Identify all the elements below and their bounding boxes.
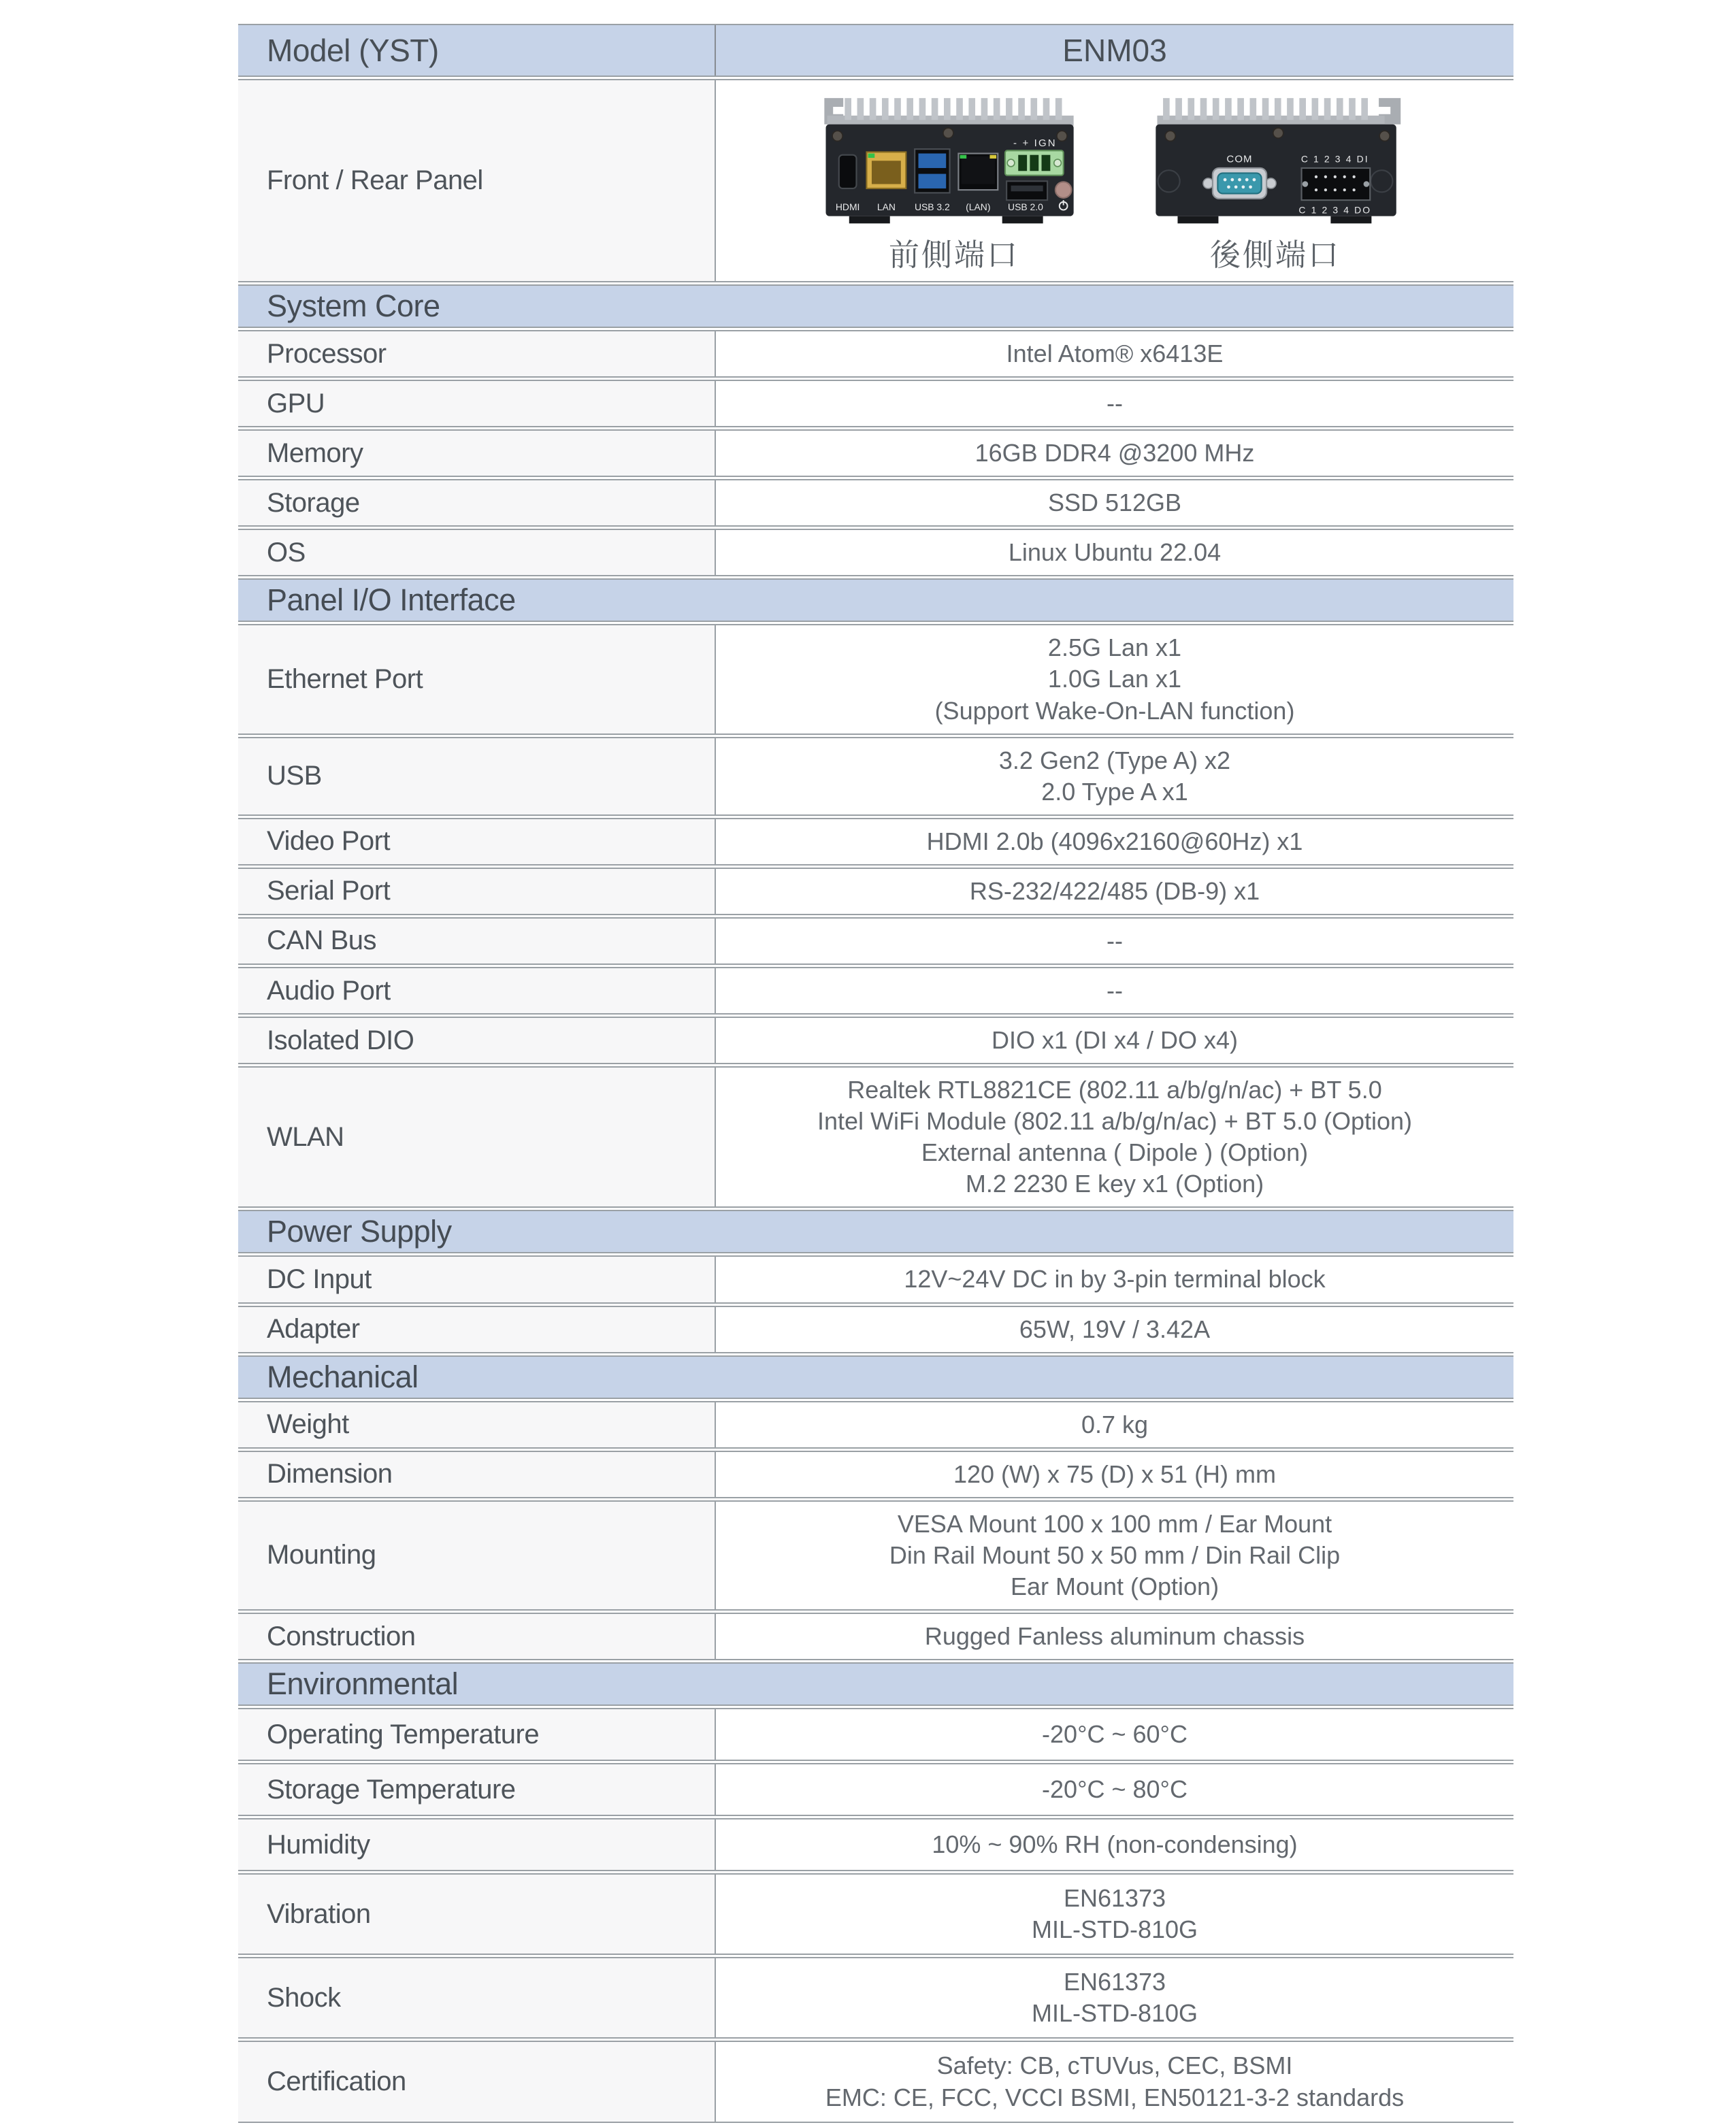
spec-label-cell xyxy=(238,480,716,525)
spec-value: RS-232/422/485 (DB-9) x1 xyxy=(969,876,1260,905)
row-label: Storage Temperature xyxy=(267,1774,516,1805)
screw-icon xyxy=(1273,128,1283,138)
spec-value: External antenna ( Dipole ) (Option) xyxy=(921,1138,1309,1167)
spec-label-cell xyxy=(238,1257,716,1302)
spec-value: Intel WiFi Module (802.11 a/b/g/n/ac) + BT 5.0 (Option) xyxy=(817,1107,1413,1136)
spec-row-storage-temperature xyxy=(238,1763,1513,1816)
spec-row-isolated-dio xyxy=(238,1017,1513,1064)
row-label: Storage xyxy=(267,487,360,518)
front-panel-figure xyxy=(823,97,1085,274)
spec-label-cell xyxy=(238,381,716,426)
spec-value-cell xyxy=(716,869,1513,914)
header-model-label: Model (YST) xyxy=(267,33,439,68)
row-label: Humidity xyxy=(267,1829,370,1860)
spec-label-cell xyxy=(238,919,716,963)
spec-value: EN61373 xyxy=(1063,1968,1166,1996)
section-rows-system-core xyxy=(238,330,1513,576)
row-label: USB xyxy=(267,761,322,791)
usb2-port xyxy=(1006,181,1047,200)
front-panel-image xyxy=(823,97,1085,230)
spec-label-cell xyxy=(238,968,716,1013)
spec-value: -- xyxy=(1107,389,1123,418)
row-label: Dimension xyxy=(267,1459,393,1489)
spec-value-cell xyxy=(716,1307,1513,1352)
dio-do-label: C 1 2 3 4 DO xyxy=(1298,204,1372,216)
spec-value-cell xyxy=(716,381,1513,426)
spec-row-os xyxy=(238,529,1513,576)
section-header-environmental xyxy=(238,1662,1513,1706)
header-row xyxy=(238,24,1513,77)
panel-row-label: Front / Rear Panel xyxy=(267,165,483,195)
device-foot xyxy=(1330,216,1371,224)
row-label: Weight xyxy=(267,1409,349,1440)
spec-value-cell xyxy=(716,480,1513,525)
usb3-ports xyxy=(915,149,949,193)
row-label: Operating Temperature xyxy=(267,1719,540,1749)
row-label: CAN Bus xyxy=(267,925,376,956)
spec-row-operating-temperature xyxy=(238,1708,1513,1761)
spec-row-dimension xyxy=(238,1451,1513,1498)
row-label: Video Port xyxy=(267,826,391,857)
spec-label-cell xyxy=(238,431,716,476)
spec-value-cell xyxy=(716,1452,1513,1497)
spec-label-cell xyxy=(238,869,716,914)
spec-label-cell xyxy=(238,1452,716,1497)
spec-value: Linux Ubuntu 22.04 xyxy=(1008,538,1222,567)
spec-value: 2.0 Type A x1 xyxy=(1041,777,1188,806)
spec-label-cell xyxy=(238,738,716,814)
spec-value: Safety: CB, cTUVus, CEC, BSMI xyxy=(936,2052,1293,2080)
spec-row-can-bus xyxy=(238,917,1513,965)
spec-row-humidity xyxy=(238,1818,1513,1871)
panel-label-cell xyxy=(238,80,716,281)
spec-value-cell xyxy=(716,1257,1513,1302)
spec-row-serial-port xyxy=(238,868,1513,915)
port-label-usb20: USB 2.0 xyxy=(1008,201,1043,213)
spec-row-audio-port xyxy=(238,967,1513,1015)
spec-label-cell xyxy=(238,1614,716,1659)
spec-label-cell xyxy=(238,1402,716,1447)
section-title: Panel I/O Interface xyxy=(267,582,516,618)
spec-label-cell xyxy=(238,1502,716,1609)
spec-value: Intel Atom® x6413E xyxy=(1006,340,1224,367)
spec-value: EMC: CE, FCC, VCCI BSMI, EN50121-3-2 standards xyxy=(825,2083,1405,2111)
device-foot xyxy=(849,216,890,224)
spec-value-cell xyxy=(716,530,1513,575)
spec-value: 10% ~ 90% RH (non-condensing) xyxy=(932,1830,1298,1859)
power-button xyxy=(1055,182,1072,198)
spec-label-cell xyxy=(238,530,716,575)
section-header-mechanical xyxy=(238,1355,1513,1399)
spec-value: SSD 512GB xyxy=(1047,489,1182,517)
spec-label-cell xyxy=(238,1764,716,1815)
spec-value: -20°C ~ 60°C xyxy=(1042,1720,1188,1749)
section-rows-panel-i-o-interface xyxy=(238,624,1513,1208)
spec-label-cell xyxy=(238,1819,716,1870)
spec-value-cell xyxy=(716,1709,1513,1760)
spec-value-cell xyxy=(716,1764,1513,1815)
row-label: Ethernet Port xyxy=(267,664,423,694)
spec-label-cell xyxy=(238,1958,716,2037)
spec-label-cell xyxy=(238,2042,716,2121)
spec-row-gpu xyxy=(238,380,1513,427)
header-value-cell xyxy=(716,25,1513,76)
spec-value: EN61373 xyxy=(1063,1884,1166,1913)
spec-value-cell xyxy=(716,738,1513,814)
spec-row-dc-input xyxy=(238,1255,1513,1303)
spec-value-cell xyxy=(716,1502,1513,1609)
row-label: Vibration xyxy=(267,1898,371,1929)
spec-row-vibration xyxy=(238,1873,1513,1955)
spec-row-wlan xyxy=(238,1066,1513,1208)
hdmi-port xyxy=(839,155,857,188)
spec-table xyxy=(238,24,1513,2125)
spec-value-cell xyxy=(716,331,1513,376)
spec-value: 120 (W) x 75 (D) x 51 (H) mm xyxy=(953,1460,1277,1488)
screw-icon xyxy=(832,131,842,141)
spec-value: VESA Mount 100 x 100 mm / Ear Mount xyxy=(897,1509,1332,1538)
row-label: Certification xyxy=(267,2066,406,2096)
spec-row-mounting xyxy=(238,1500,1513,1611)
spec-value: -20°C ~ 80°C xyxy=(1042,1775,1188,1804)
dio-di-label: C 1 2 3 4 DI xyxy=(1300,153,1369,165)
section-title: Environmental xyxy=(267,1666,459,1702)
spec-value: M.2 2230 E key x1 (Option) xyxy=(965,1170,1264,1198)
screw-icon xyxy=(1379,131,1390,141)
panel-images-cell xyxy=(716,80,1513,281)
spec-value-cell xyxy=(716,2042,1513,2121)
section-rows-mechanical xyxy=(238,1401,1513,1660)
spec-value-cell xyxy=(716,625,1513,733)
spec-value: (Support Wake-On-LAN function) xyxy=(934,696,1295,725)
row-label: Mounting xyxy=(267,1540,376,1570)
section-header-system-core xyxy=(238,284,1513,328)
header-model-cell xyxy=(238,25,716,76)
spec-row-video-port xyxy=(238,818,1513,866)
row-label: Serial Port xyxy=(267,876,391,906)
spec-value: 2.5G Lan x1 xyxy=(1047,633,1182,662)
spec-table-body xyxy=(238,284,1513,2123)
port-label-hdmi: HDMI xyxy=(835,201,860,213)
spec-row-processor xyxy=(238,330,1513,378)
spec-value: -- xyxy=(1107,976,1123,1005)
spec-value: 65W, 19V / 3.42A xyxy=(1019,1315,1211,1343)
port-label-lan2: (LAN) xyxy=(966,201,991,213)
rear-caption: 後側端口 xyxy=(1209,237,1341,272)
spec-row-adapter xyxy=(238,1306,1513,1353)
spec-value-cell xyxy=(716,1402,1513,1447)
lan-port xyxy=(866,152,906,188)
spec-value: 0.7 kg xyxy=(1081,1410,1149,1438)
lan2-port xyxy=(958,154,998,191)
spec-value-cell xyxy=(716,1068,1513,1206)
spec-row-construction xyxy=(238,1613,1513,1660)
heatsink-fins xyxy=(1163,98,1368,120)
ign-terminal xyxy=(1005,137,1064,176)
spec-value: 12V~24V DC in by 3-pin terminal block xyxy=(904,1265,1326,1294)
section-header-power-supply xyxy=(238,1210,1513,1253)
spec-row-weight xyxy=(238,1401,1513,1449)
spec-value: Realtek RTL8821CE (802.11 a/b/g/n/ac) + BT 5.0 xyxy=(847,1076,1382,1104)
section-rows-environmental xyxy=(238,1708,1513,2122)
spec-row-memory xyxy=(238,429,1513,477)
section-title: Mechanical xyxy=(267,1359,419,1394)
spec-value-cell xyxy=(716,1819,1513,1870)
rear-panel-image xyxy=(1144,97,1407,230)
dio-terminal xyxy=(1298,153,1371,215)
section-rows-power-supply xyxy=(238,1255,1513,1353)
device-foot xyxy=(1177,216,1218,224)
row-label: Audio Port xyxy=(267,975,391,1006)
row-label: Memory xyxy=(267,438,363,468)
spec-value: Ear Mount (Option) xyxy=(1010,1572,1219,1600)
spec-label-cell xyxy=(238,1018,716,1063)
spec-value-cell xyxy=(716,1018,1513,1063)
spec-value-cell xyxy=(716,919,1513,963)
screw-icon xyxy=(943,128,953,138)
spec-value: 16GB DDR4 @3200 MHz xyxy=(975,439,1255,467)
row-label: Construction xyxy=(267,1621,416,1651)
ign-label: - + IGN xyxy=(1013,137,1057,149)
row-label: Adapter xyxy=(267,1314,360,1345)
spec-row-usb xyxy=(238,737,1513,816)
spec-label-cell xyxy=(238,1709,716,1760)
section-header-panel-i-o-interface xyxy=(238,578,1513,622)
row-label: WLAN xyxy=(267,1121,344,1152)
row-label: Processor xyxy=(267,338,387,369)
spec-value-cell xyxy=(716,431,1513,476)
spec-label-cell xyxy=(238,1875,716,1954)
spec-label-cell xyxy=(238,1068,716,1206)
section-title: Power Supply xyxy=(267,1214,452,1249)
row-label: OS xyxy=(267,537,306,567)
spec-value: 1.0G Lan x1 xyxy=(1047,665,1182,693)
spec-value-cell xyxy=(716,819,1513,864)
row-label: Shock xyxy=(267,1982,341,2013)
spec-value: MIL-STD-810G xyxy=(1031,1915,1198,1944)
spec-row-ethernet-port xyxy=(238,624,1513,734)
front-caption: 前側端口 xyxy=(888,237,1019,272)
spec-value-cell xyxy=(716,1614,1513,1659)
spec-row-storage xyxy=(238,479,1513,527)
row-label: DC Input xyxy=(267,1264,372,1295)
spec-value-cell xyxy=(716,968,1513,1013)
screw-icon xyxy=(1165,131,1175,141)
com-label: COM xyxy=(1226,153,1253,165)
spec-value: MIL-STD-810G xyxy=(1031,1999,1198,2028)
panel-row xyxy=(238,79,1513,282)
port-label-lan: LAN xyxy=(877,201,896,213)
screw-icon xyxy=(1057,131,1067,141)
spec-value: Din Rail Mount 50 x 50 mm / Din Rail Clip xyxy=(889,1541,1341,1569)
spec-row-shock xyxy=(238,1957,1513,2039)
spec-label-cell xyxy=(238,819,716,864)
spec-value-cell xyxy=(716,1875,1513,1954)
row-label: Isolated DIO xyxy=(267,1025,414,1055)
spec-value: Rugged Fanless aluminum chassis xyxy=(924,1622,1305,1651)
device-foot xyxy=(1002,216,1043,224)
spec-label-cell xyxy=(238,625,716,733)
spec-value: -- xyxy=(1107,926,1123,955)
port-label-usb32: USB 3.2 xyxy=(914,201,950,213)
section-title: System Core xyxy=(267,289,440,323)
spec-value: 3.2 Gen2 (Type A) x2 xyxy=(998,746,1231,774)
spec-value: HDMI 2.0b (4096x2160@60Hz) x1 xyxy=(926,827,1303,855)
spec-label-cell xyxy=(238,331,716,376)
rear-panel-figure xyxy=(1144,97,1407,274)
spec-label-cell xyxy=(238,1307,716,1352)
spec-value-cell xyxy=(716,1958,1513,2037)
spec-value: DIO x1 (DI x4 / DO x4) xyxy=(991,1026,1239,1055)
header-model-value: ENM03 xyxy=(1062,33,1167,68)
spec-row-certification xyxy=(238,2041,1513,2122)
row-label: GPU xyxy=(267,388,325,418)
